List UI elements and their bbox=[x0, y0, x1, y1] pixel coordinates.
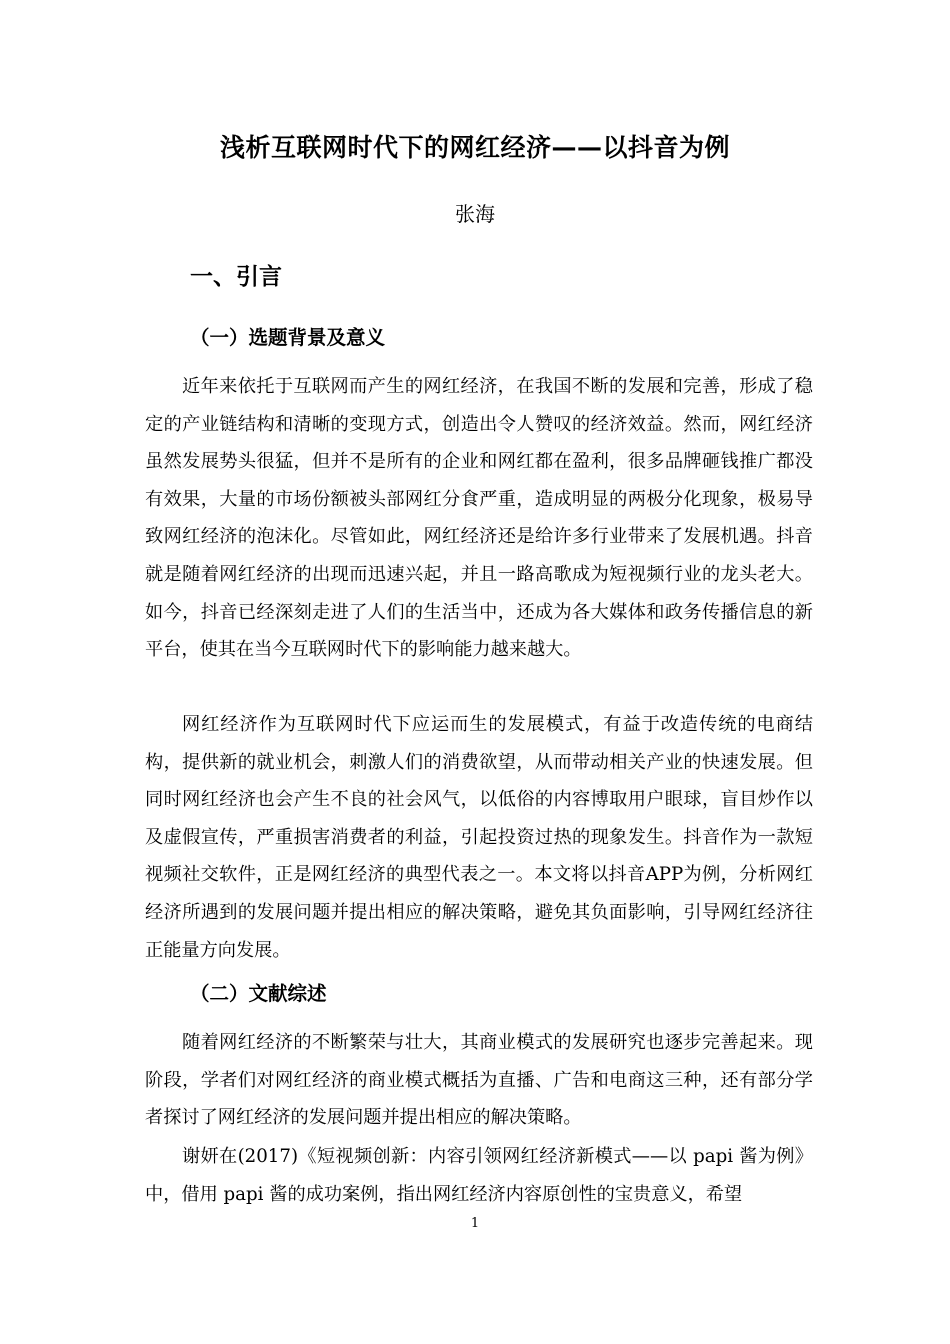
paragraph-background-2: 网红经济作为互联网时代下应运而生的发展模式，有益于改造传统的电商结构，提供新的就业机会，刺激人们的消费欲望，从而带动相关产业的快速发展。但同时网红经济也会产生不良的社会风气，以低俗的内容博取用户眼球，盲目炒作以及虚假宣传，严重损害消费者的利益，引起投资过热的现象发生。抖音作为一款短视频社交软件，正是网红经济的典型代表之一。本文将以抖音APP为例，分析网红经济所遇到的发展问题并提出相应的解决策略，避免其负面影响，引导网红经济往正能量方向发展。 bbox=[145, 714, 813, 961]
subsection-heading-literature-review: （二）文献综述 bbox=[190, 982, 327, 1005]
paragraph-literature-2: 谢妍在(2017)《短视频创新：内容引领网红经济新模式——以 papi 酱为例》中，借用 papi 酱的成功案例，指出网红经济内容原创性的宝贵意义，希望 bbox=[145, 1146, 813, 1205]
paragraph-literature-1: 随着网红经济的不断繁荣与壮大，其商业模式的发展研究也逐步完善起来。现阶段，学者们对网红经济的商业模式概括为直播、广告和电商这三种，还有部分学者探讨了网红经济的发展问题并提出相应的解决策略。 bbox=[145, 1032, 813, 1129]
section-heading-introduction: 一、引言 bbox=[190, 264, 282, 290]
document-title: 浅析互联网时代下的网红经济——以抖音为例 bbox=[219, 133, 730, 162]
subsection-heading-background: （一）选题背景及意义 bbox=[190, 326, 386, 349]
page-number: 1 bbox=[470, 1216, 480, 1231]
paragraph-background-1: 近年来依托于互联网而产生的网红经济，在我国不断的发展和完善，形成了稳定的产业链结构和清晰的变现方式，创造出令人赞叹的经济效益。然而，网红经济虽然发展势头很猛，但并不是所有的企业和网红都在盈利，很多品牌砸钱推广都没有效果，大量的市场份额被头部网红分食严重，造成明显的两极分化现象，极易导致网红经济的泡沫化。尽管如此，网红经济还是给许多行业带来了发展机遇。抖音就是随着网红经济的出现而迅速兴起，并且一路高歌成为短视频行业的龙头老大。如今，抖音已经深刻走进了人们的生活当中，还成为各大媒体和政务传播信息的新平台，使其在当今互联网时代下的影响能力越来越大。 bbox=[145, 376, 813, 661]
author-name: 张海 bbox=[455, 202, 495, 226]
